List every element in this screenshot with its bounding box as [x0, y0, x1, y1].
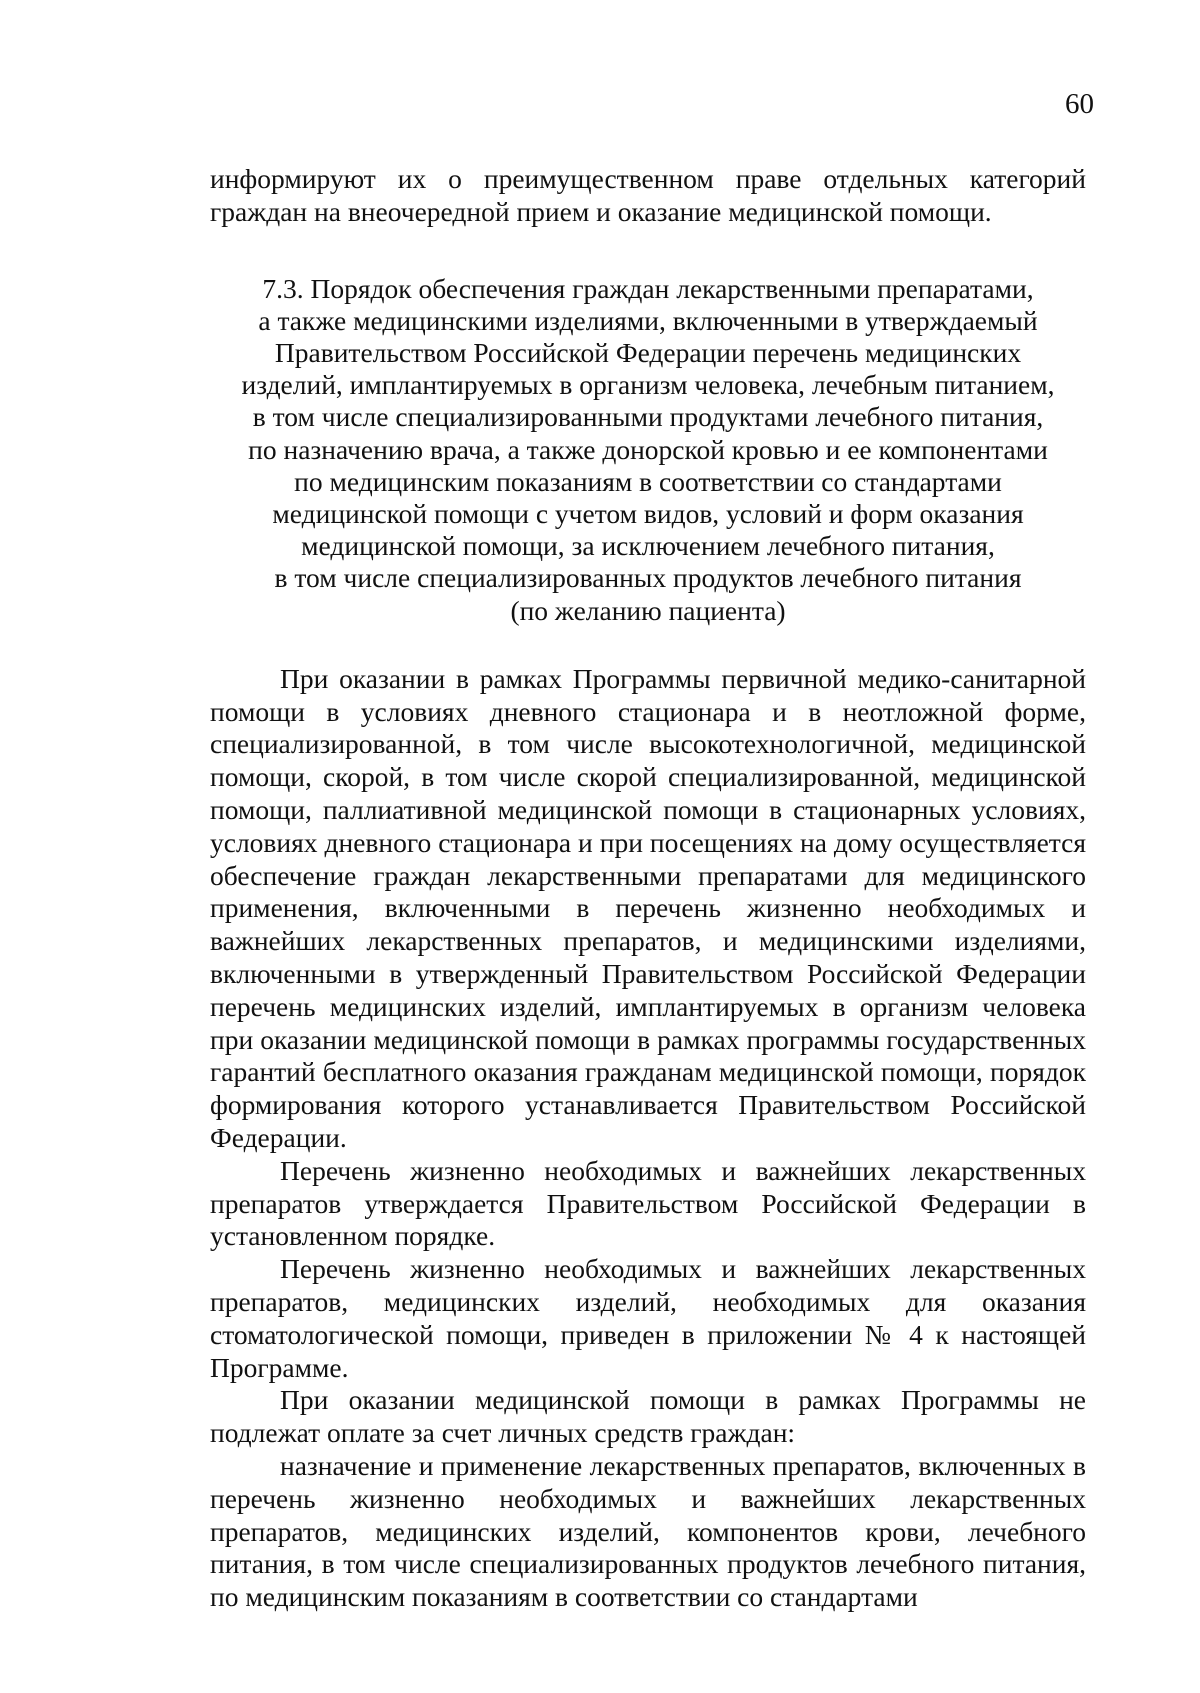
- section-heading-line: медицинской помощи с учетом видов, условий и форм оказания: [272, 498, 1024, 530]
- intro-paragraph: информируют их о преимущественном праве отдельных категорий граждан на внеочередной прием и оказание медицинской помощи.: [210, 163, 1086, 227]
- section-heading-line: в том числе специализированных продуктов лечебного питания: [274, 562, 1022, 594]
- section-heading-line: а также медицинскими изделиями, включенными в утверждаемый: [258, 304, 1038, 336]
- section-heading: [210, 273, 1086, 627]
- body-paragraph: назначение и применение лекарственных препаратов, включенных в перечень жизненно необходимых и важнейших лекарственных препаратов, медицинских изделий, компонентов крови, лечебного питания, в том числе специализированных продуктов лечебного питания, по медицинским показаниям в соответствии со стандартами: [210, 1449, 1086, 1613]
- section-heading-line: (по желанию пациента): [510, 594, 786, 626]
- section-heading-line: медицинской помощи, за исключением лечебного питания,: [301, 530, 995, 562]
- section-heading-line: по назначению врача, а также донорской кровью и ее компонентами: [248, 433, 1048, 465]
- body-paragraph: При оказании медицинской помощи в рамках Программы не подлежат оплате за счет личных средств граждан:: [210, 1384, 1086, 1449]
- section-heading-line: в том числе специализированными продуктами лечебного питания,: [252, 401, 1044, 433]
- section-heading-line: по медицинским показаниям в соответствии со стандартами: [294, 465, 1002, 497]
- body-paragraph: Перечень жизненно необходимых и важнейших лекарственных препаратов, медицинских изделий, необходимых для оказания стоматологической помощи, приведен в приложении № 4 к настоящей Программе.: [210, 1253, 1086, 1383]
- body-paragraph: Перечень жизненно необходимых и важнейших лекарственных препаратов утверждается Правительством Российской Федерации в установленном порядке.: [210, 1154, 1086, 1252]
- section-heading-line: изделий, имплантируемых в организм человека, лечебным питанием,: [241, 369, 1055, 401]
- page-content: [210, 163, 1086, 1614]
- section-heading-line: Правительством Российской Федерации перечень медицинских: [274, 337, 1022, 368]
- body-paragraph: При оказании в рамках Программы первичной медико-санитарной помощи в условиях дневного стационара и в неотложной форме, специализированной, в том числе высокотехнологичной, медицинской помощи, скорой, в том числе скорой специализированной, медицинской помощи, паллиативной медицинской помощи в стационарных условиях, условиях дневного стационара и при посещениях на дому осуществляется обеспечение граждан лекарственными препаратами для медицинского применения, включенными в перечень жизненно необходимых и важнейших лекарственных препаратов, и медицинскими изделиями, включенными в утвержденный Правительством Российской Федерации перечень медицинских изделий, имплантируемых в организм человека при оказании медицинской помощи в рамках программы государственных гарантий бесплатного оказания гражданам медицинской помощи, порядок формирования которого устанавливается Правительством Российской Федерации.: [210, 662, 1086, 1153]
- section-heading-line: 7.3. Порядок обеспечения граждан лекарственными препаратами,: [262, 272, 1034, 304]
- page-number: 60: [1065, 88, 1094, 120]
